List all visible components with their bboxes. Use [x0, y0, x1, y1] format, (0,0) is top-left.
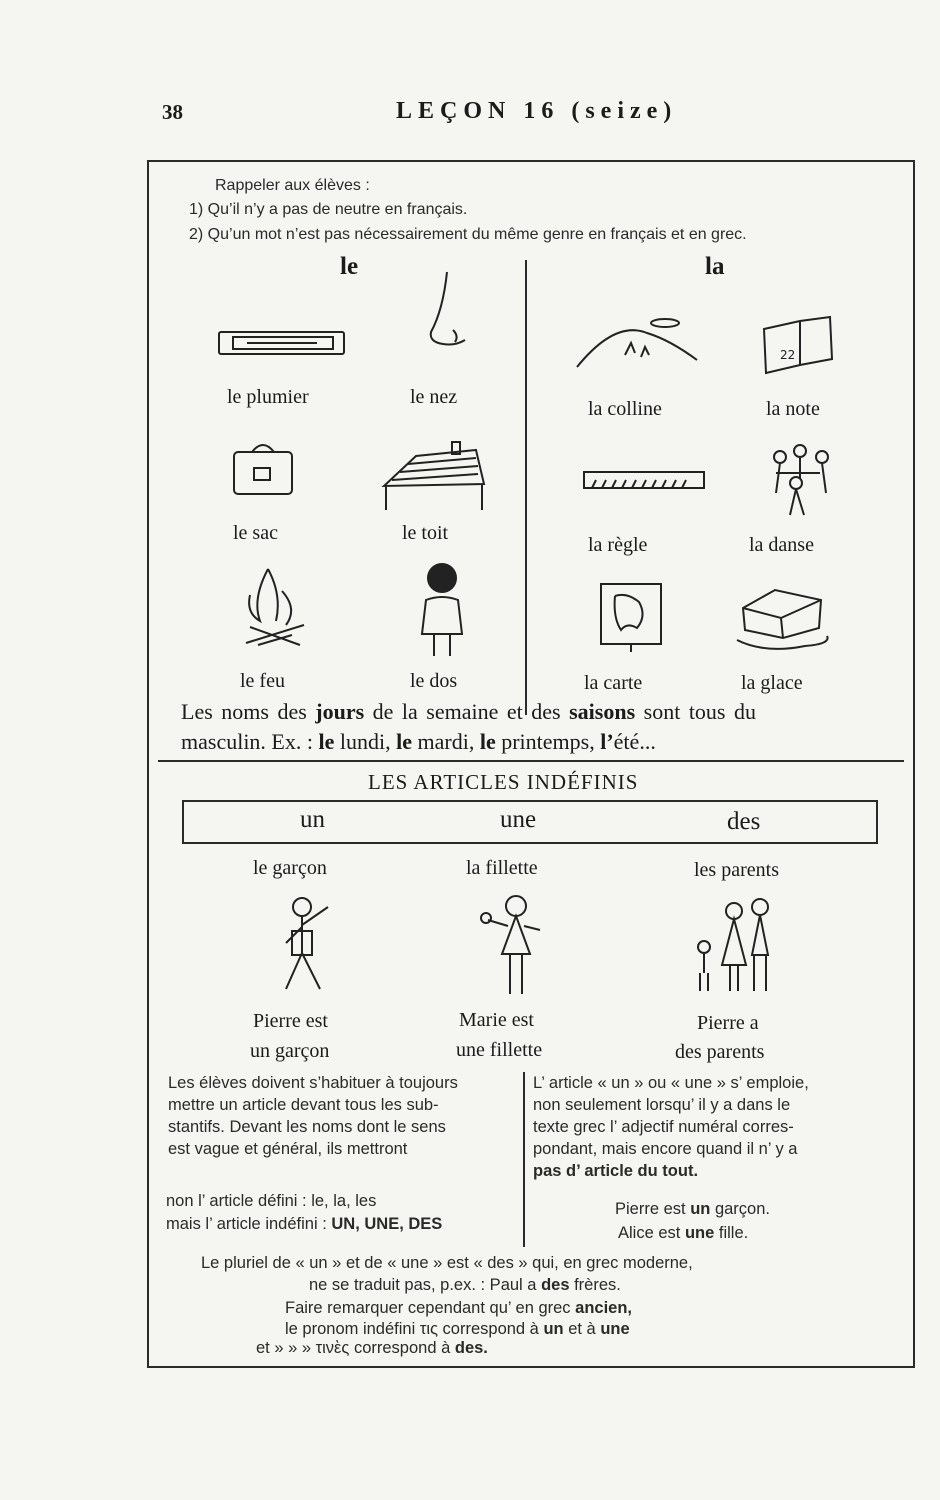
footer-line: Faire remarquer cependant qu’ en grec ancien, [285, 1299, 632, 1317]
notes-divider [523, 1072, 525, 1247]
nose-illustration [425, 270, 475, 355]
page-number: 38 [162, 100, 183, 124]
sentence-b-un-garcon: un garçon [250, 1040, 330, 1062]
label-la-note: la note [766, 398, 820, 420]
feminine-header: la [705, 253, 725, 280]
days-note-line2: masculin. Ex. : le lundi, le mardi, le printemps, l’été... [181, 729, 656, 754]
right-note-example-2: Alice est une fille. [618, 1224, 749, 1242]
section-divider [158, 760, 904, 762]
label-le-dos: le dos [410, 670, 458, 692]
intro-line: Rappeler aux élèves : [215, 177, 370, 194]
article-un: un [300, 806, 325, 833]
noun-la-fillette: la fillette [466, 857, 538, 879]
footer-line: le pronom indéfini τις correspond à un et à une [285, 1320, 630, 1338]
family-illustration [692, 895, 782, 995]
label-le-plumier: le plumier [227, 386, 309, 408]
sentence-a-pierre-est: Pierre est [253, 1010, 328, 1032]
sentence-b-des-parents: des parents [675, 1041, 765, 1063]
dancing-children-illustration [760, 443, 840, 521]
intro-line: 2) Qu’un mot n’est pas nécessairement du même genre en français et en grec. [189, 226, 747, 243]
label-le-feu: le feu [240, 670, 285, 692]
pencil-case-illustration [217, 328, 347, 358]
article-des: des [727, 808, 761, 835]
days-note-line1: Les noms des jours de la semaine et des saisons sont tous du [181, 699, 756, 724]
footer-line: Le pluriel de « un » et de « une » est « des » qui, en grec moderne, [201, 1254, 693, 1272]
label-le-nez: le nez [410, 386, 458, 408]
masculine-header: le [340, 253, 359, 280]
label-la-regle: la règle [588, 534, 648, 556]
article-une: une [500, 806, 537, 833]
left-note [168, 1072, 518, 1160]
sentence-a-pierre-a: Pierre a [697, 1012, 759, 1034]
schoolbag-illustration [228, 438, 303, 500]
label-le-sac: le sac [233, 522, 278, 544]
noun-le-garcon: le garçon [253, 857, 327, 879]
right-note-line: pas d’ article du tout. [533, 1162, 699, 1180]
girl-back-illustration [412, 560, 472, 658]
label-la-danse: la danse [749, 534, 814, 556]
girl-illustration [478, 890, 548, 1000]
map-illustration [597, 578, 667, 654]
label-la-colline: la colline [588, 398, 662, 420]
right-note-line: non seulement lorsqu’ il y a dans le [533, 1096, 791, 1114]
roof-illustration [378, 440, 488, 512]
right-note [533, 1072, 883, 1182]
left-note-line: mettre un article devant tous les sub- [168, 1096, 439, 1114]
left-note-line: non l’ article défini : le, la, les [166, 1192, 377, 1210]
column-divider [525, 260, 527, 715]
left-note-line: Les élèves doivent s’habituer à toujours [168, 1074, 458, 1092]
right-note-example-1: Pierre est un garçon. [615, 1200, 770, 1218]
ruler-illustration [582, 470, 707, 492]
label-la-glace: la glace [741, 672, 803, 694]
right-note-line: pondant, mais encore quand il n’ y a [533, 1140, 798, 1158]
label-la-carte: la carte [584, 672, 643, 694]
svg-text:22: 22 [780, 348, 796, 362]
left-note-line: est vague et général, ils mettront [168, 1140, 408, 1158]
boy-illustration [278, 893, 338, 995]
hill-illustration [575, 315, 700, 375]
noun-les-parents: les parents [694, 859, 779, 881]
notebook-illustration [760, 315, 835, 377]
footer-line: et » » » τινὲς correspond à des. [256, 1339, 488, 1357]
fire-illustration [238, 565, 313, 660]
label-le-toit: le toit [402, 522, 449, 544]
left-note-line: stantifs. Devant les noms dont le sens [168, 1118, 446, 1136]
lesson-title: LEÇON 16 (seize) [396, 98, 678, 124]
ice-block-illustration [735, 582, 835, 654]
sentence-b-une-fillette: une fillette [456, 1039, 543, 1061]
indefinite-articles-title: LES ARTICLES INDÉFINIS [368, 770, 639, 794]
intro-line: 1) Qu’il n’y a pas de neutre en français. [189, 201, 468, 218]
right-note-line: L’ article « un » ou « une » s’ emploie, [533, 1074, 809, 1092]
left-note-line: mais l’ article indéfini : UN, UNE, DES [166, 1215, 443, 1233]
footer-line: ne se traduit pas, p.ex. : Paul a des frères. [309, 1276, 621, 1294]
right-note-line: texte grec l’ adjectif numéral corres- [533, 1118, 794, 1136]
sentence-a-marie-est: Marie est [459, 1009, 534, 1031]
